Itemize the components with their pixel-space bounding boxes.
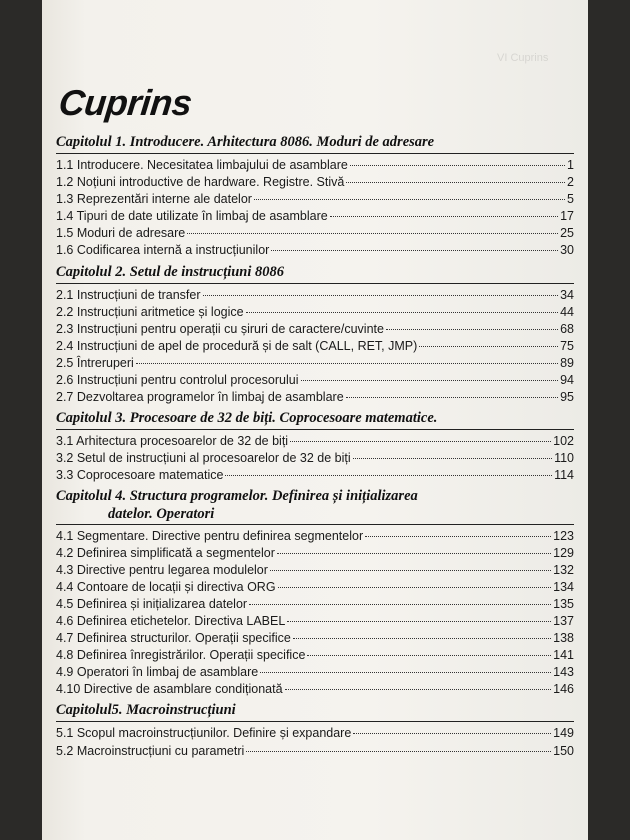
toc-entry [56,613,574,630]
chapter-rule [56,524,574,525]
toc-entry-page: 129 [553,545,574,560]
bleed-through-text [497,50,588,66]
dot-leader [365,536,551,537]
toc-entry [56,355,574,372]
chapter-rule [56,283,574,284]
chapter-title-line: Capitolul5. Macroinstrucțiuni [56,702,236,719]
dot-leader [307,655,551,656]
toc-entry-page: 135 [553,596,574,611]
toc-entry [56,545,574,562]
toc-entry-label: 4.8 Definirea înregistrărilor. Operații specifice [56,648,306,663]
toc-entry-page: 30 [560,243,574,258]
toc-entry [56,725,574,742]
toc-entry [56,467,574,484]
toc-entry-label: 1.5 Moduri de adresare [56,226,186,241]
toc-entry [56,450,574,467]
dot-leader [278,587,552,588]
table-of-contents [56,130,574,760]
toc-entry-label: 5.2 Macroinstrucțiuni cu parametri [56,743,245,758]
toc-entry [56,338,574,355]
toc-entry-label: 4.5 Definirea și inițializarea datelor [56,596,248,611]
dot-leader [254,199,565,200]
toc-entry-page: 134 [553,579,574,594]
toc-entry-page: 150 [553,743,574,758]
toc-entry [56,157,574,174]
toc-entry [56,562,574,579]
chapter-heading [56,485,574,523]
toc-entry-label: 1.3 Reprezentări interne ale datelor [56,192,252,207]
chapter-heading [56,130,574,152]
toc-entry-page: 95 [560,390,574,405]
toc-entry-page: 114 [554,468,574,483]
dot-leader [270,570,551,571]
toc-entry-label: 4.1 Segmentare. Directive pentru definirea segmentelor [56,528,364,543]
chapter-title-line: Capitolul 2. Setul de instrucțiuni 8086 [56,263,285,280]
toc-entry-page: 44 [560,304,574,319]
toc-entry [56,630,574,647]
toc-entry [56,579,574,596]
toc-entry-page: 146 [553,682,574,697]
dot-leader [330,216,558,217]
chapter-rule [56,153,574,154]
dot-leader [301,380,559,381]
toc-entry-label: 4.9 Operatori în limbaj de asamblare [56,665,259,680]
dot-leader [260,672,551,673]
toc-entry [56,208,574,225]
toc-entry-label: 1.1 Introducere. Necesitatea limbajului de asamblare [56,158,348,172]
toc-entry [56,242,574,259]
dot-leader [386,329,558,330]
toc-entry [56,304,574,321]
toc-entry-label: 1.2 Noțiuni introductive de hardware. Registre. Stivă [56,175,345,190]
toc-entry [56,372,574,389]
toc-entry-page: 94 [560,373,574,388]
dot-leader [246,312,559,313]
toc-entry [56,743,574,760]
toc-entry-page: 141 [553,648,574,663]
toc-entry-label: 4.10 Directive de asamblare condiționată [56,682,283,697]
toc-entry-page: 5 [567,192,574,207]
chapter-title-line: Capitolul 4. Structura programelor. Definirea și inițializarea [56,487,418,504]
dot-leader [290,441,551,442]
toc-entry [56,647,574,664]
toc-entry-label: 4.2 Definirea simplificată a segmentelor [56,545,275,560]
toc-entry-page: 132 [553,562,574,577]
toc-entry-page: 1 [567,158,574,172]
chapter-title-line: Capitolul 3. Procesoare de 32 de biți. Coprocesoare matematice. [56,410,438,427]
toc-entry-label: 3.2 Setul de instrucțiuni al procesoarelor de 32 de biți [56,451,351,466]
dot-leader [246,751,551,752]
toc-entry-label: 1.6 Codificarea internă a instrucțiunilor [56,243,270,258]
toc-entry-page: 137 [553,613,574,628]
dot-leader [225,475,552,476]
chapter-heading [56,698,574,720]
toc-entry-label: 4.4 Contoare de locații și directiva ORG [56,579,276,594]
book-page [42,0,588,840]
toc-entry-label: 3.3 Coprocesoare matematice [56,468,224,483]
chapter-title-line: datelor. Operatori [108,505,215,522]
chapter-rule [56,429,574,430]
dot-leader [346,397,558,398]
toc-entry-page: 68 [560,321,574,336]
toc-entry [56,389,574,406]
toc-entry-page: 89 [560,355,574,370]
toc-entry-label: 2.6 Instrucțiuni pentru controlul procesorului [56,373,299,388]
toc-entry-label: 3.1 Arhitectura procesoarelor de 32 de biți [56,434,289,449]
chapter-heading [56,406,574,428]
toc-entry [56,664,574,681]
toc-entry-page: 25 [560,226,574,241]
dot-leader [350,165,565,166]
dot-leader [293,638,551,639]
toc-entry [56,681,574,698]
toc-entry-label: 4.6 Definirea etichetelor. Directiva LABEL [56,613,286,628]
toc-entry [56,321,574,338]
dot-leader [285,689,552,690]
toc-entry [56,433,574,450]
toc-entry-page: 75 [560,338,574,353]
page-title: Cuprins [56,82,194,123]
toc-entry-page: 102 [553,434,574,449]
toc-entry [56,596,574,613]
toc-entry-page: 34 [560,287,574,302]
toc-entry [56,287,574,304]
dot-leader [187,233,558,234]
dot-leader [203,295,559,296]
toc-entry [56,191,574,208]
toc-entry-label: 2.1 Instrucțiuni de transfer [56,287,201,302]
toc-entry-page: 2 [567,175,574,190]
toc-entry-page: 143 [553,665,574,680]
toc-entry-page: 138 [553,631,574,646]
dot-leader [419,346,558,347]
chapter-heading [56,260,574,282]
toc-entry-label: 2.7 Dezvoltarea programelor în limbaj de asamblare [56,390,344,405]
dot-leader [287,621,551,622]
dot-leader [353,458,552,459]
toc-entry [56,528,574,545]
dot-leader [277,553,551,554]
toc-entry [56,225,574,242]
toc-entry-page: 149 [553,726,574,741]
toc-entry-label: 4.7 Definirea structurilor. Operații specifice [56,631,291,646]
dot-leader [249,604,551,605]
toc-entry-label: 2.5 Întreruperi [56,355,134,370]
toc-entry-label: 2.4 Instrucțiuni de apel de procedură și de salt (CALL, RET, JMP) [56,338,418,353]
chapter-rule [56,721,574,722]
toc-entry-label: 5.1 Scopul macroinstrucțiunilor. Definire și expandare [56,726,352,741]
chapter-title-line: Capitolul 1. Introducere. Arhitectura 8086. Moduri de adresare [56,134,435,150]
running-title: VI Cuprins [497,52,549,64]
toc-entry-label: 2.2 Instrucțiuni aritmetice și logice [56,304,244,319]
toc-entry-label: 1.4 Tipuri de date utilizate în limbaj de asamblare [56,209,328,224]
toc-entry-label: 4.3 Directive pentru legarea modulelor [56,562,268,577]
toc-entry-page: 123 [553,528,574,543]
dot-leader [136,363,558,364]
toc-entry-page: 110 [554,451,574,466]
dot-leader [271,250,558,251]
toc-entry [56,174,574,191]
toc-entry-label: 2.3 Instrucțiuni pentru operații cu șiruri de caractere/cuvinte [56,321,384,336]
toc-entry-page: 17 [560,209,574,224]
dot-leader [353,733,551,734]
dot-leader [346,182,565,183]
